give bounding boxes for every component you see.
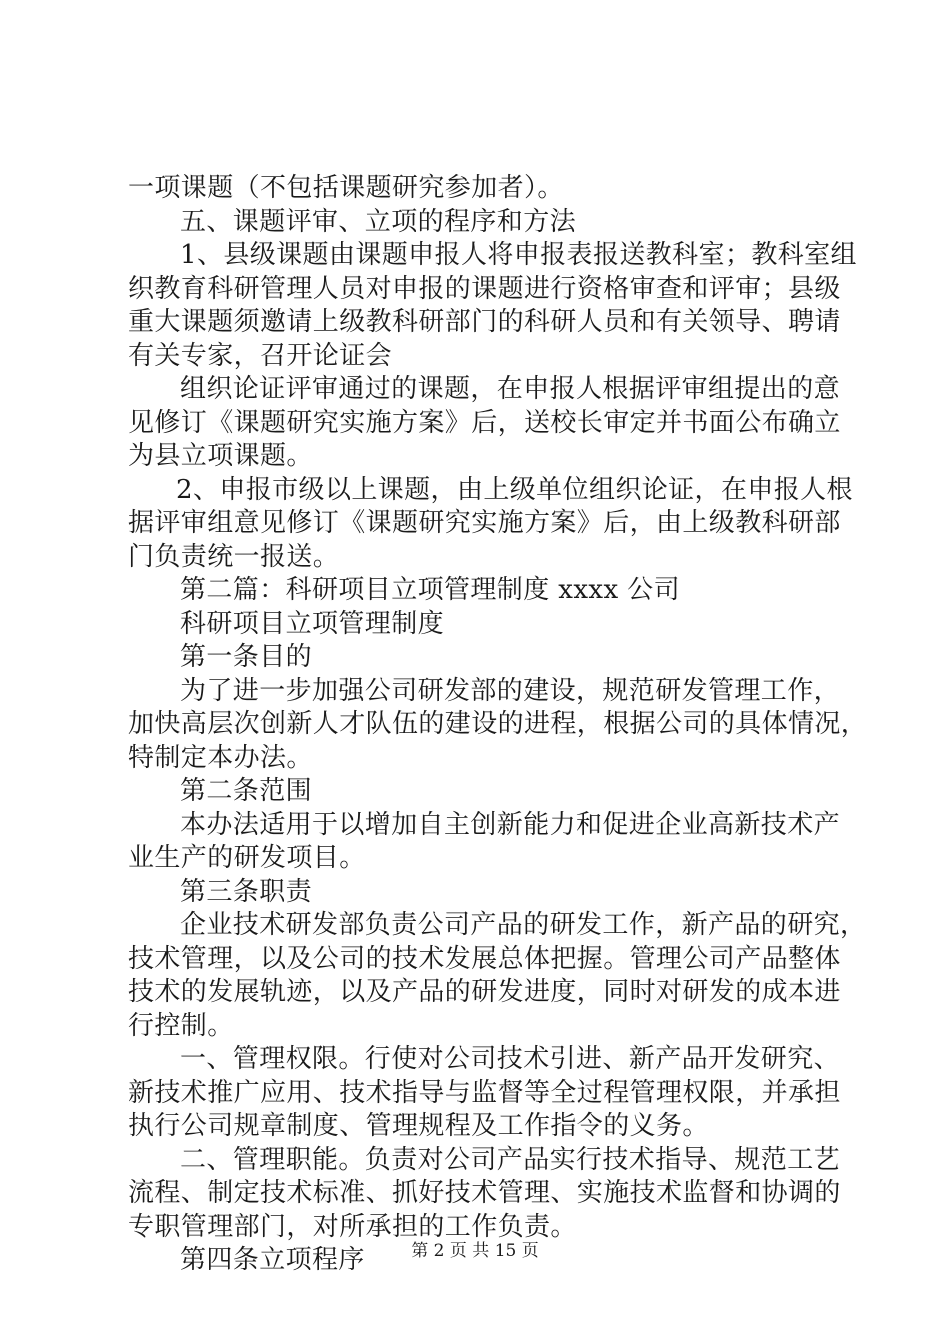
text-line: 第一条目的 <box>180 642 313 672</box>
text-line: 见修订《课题研究实施方案》后，送校长审定并书面公布确立 <box>128 407 841 438</box>
text-line: 组织论证评审通过的课题，在申报人根据评审组提出的意 <box>180 374 841 404</box>
text-line: 据评审组意见修订《课题研究实施方案》后，由上级教科研部 <box>128 508 841 538</box>
text-line: 特制定本办法。 <box>128 742 313 773</box>
text-line: 一项课题（不包括课题研究参加者）。 <box>128 173 564 203</box>
text-line: 企业技术研发部负责公司产品的研发工作，新产品的研究， <box>180 910 867 940</box>
document-body <box>128 172 868 1278</box>
text-line: 加快高层次创新人才队伍的建设的进程，根据公司的具体情况， <box>128 709 868 739</box>
text-line: 第四条立项程序 <box>180 1245 365 1275</box>
text-line: 有关专家，召开论证会 <box>128 340 393 371</box>
page-footer: 第 2 页 共 15 页 <box>411 1241 539 1261</box>
text-line: 织教育科研管理人员对申报的课题进行资格审查和评审；县级 <box>128 273 841 304</box>
text-line: 二、管理职能。负责对公司产品实行技术指导、规范工艺 <box>180 1144 841 1175</box>
text-line: 门负责统一报送。 <box>128 541 340 572</box>
text-line: 2、申报市级以上课题，由上级单位组织论证，在申报人根 <box>176 474 853 505</box>
text-line: 执行公司规章制度、管理规程及工作指令的义务。 <box>128 1111 709 1141</box>
text-line: 技术的发展轨迹，以及产品的研发进度，同时对研发的成本进 <box>128 977 841 1007</box>
text-line: 一、管理权限。行使对公司技术引进、新产品开发研究、 <box>180 1044 841 1074</box>
text-line: 第三条职责 <box>180 876 313 907</box>
text-line: 流程、制定技术标准、抓好技术管理、实施技术监督和协调的 <box>128 1178 841 1208</box>
text-line: 第二篇：科研项目立项管理制度 xxxx 公司 <box>180 575 680 605</box>
text-line: 为了进一步加强公司研发部的建设，规范研发管理工作， <box>180 675 841 706</box>
text-line: 本办法适用于以增加自主创新能力和促进企业高新技术产 <box>180 809 841 840</box>
text-line: 1、县级课题由课题申报人将申报表报送教科室；教科室组 <box>180 240 857 270</box>
text-line: 五、课题评审、立项的程序和方法 <box>180 206 577 237</box>
text-line: 技术管理，以及公司的技术发展总体把握。管理公司产品整体 <box>128 943 841 974</box>
text-line: 新技术推广应用、技术指导与监督等全过程管理权限，并承担 <box>128 1077 841 1108</box>
text-line: 业生产的研发项目。 <box>128 843 366 873</box>
text-line: 科研项目立项管理制度 <box>180 608 445 639</box>
text-line: 第二条范围 <box>180 776 313 806</box>
text-line: 行控制。 <box>128 1010 234 1041</box>
text-line: 专职管理部门，对所承担的工作负责。 <box>128 1211 577 1242</box>
text-line: 为县立项课题。 <box>128 441 313 471</box>
text-line: 重大课题须邀请上级教科研部门的科研人员和有关领导、聘请 <box>128 307 841 337</box>
